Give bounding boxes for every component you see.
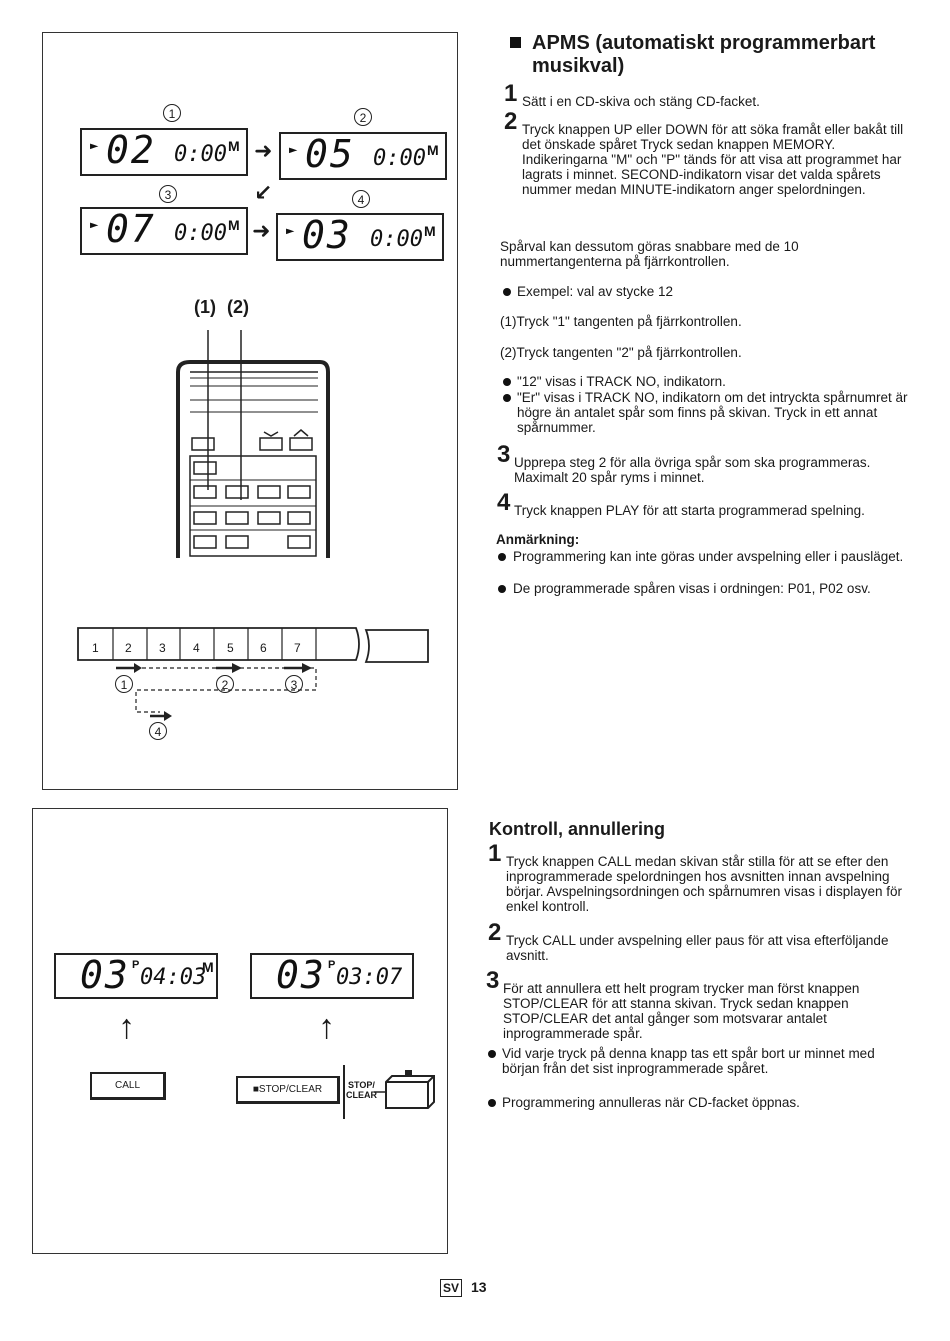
remote-label-2: (2) [227, 297, 249, 317]
apms-note: Spårval kan dessutom göras snabbare med de 10 nummertangenterna på fjärrkontrollen. [500, 239, 799, 269]
remote-control-illustration [170, 320, 340, 565]
lcd-flag: M [228, 138, 240, 154]
track-number: 2 [125, 641, 132, 655]
bullet-icon [498, 553, 506, 561]
play-indicator-icon: ► [90, 217, 99, 233]
marker-3: 3 [159, 185, 177, 203]
lcd-display-call [54, 953, 218, 999]
lcd-track: 03 [276, 953, 326, 997]
lcd-track: 07 [106, 207, 156, 251]
apms-step-3: Upprepa steg 2 för alla övriga spår som ska programmeras. Maximalt 20 spår ryms i minnet. [514, 455, 871, 485]
lcd-time: 0:00 [373, 146, 426, 171]
apms-heading: APMS (automatiskt programmerbart musikval) [532, 32, 876, 77]
lcd-flag: M [424, 223, 436, 239]
kontroll-step-3: För att annullera ett helt program trycker man först knappen STOP/CLEAR för att stanna skivan. Tryck sedan knappen STOP/CLEAR det antal gånger som motsvarar antalet inprogrammerade spår. [503, 981, 860, 1041]
right-arrow-icon: ➜ [252, 218, 271, 243]
remark-2: De programmerade spåren visas i ordningen: P01, P02 osv. [513, 581, 871, 596]
remote-label-1: (1) [194, 297, 216, 317]
language-badge: SV [440, 1279, 462, 1297]
bullet-icon [488, 1099, 496, 1107]
marker-2: 2 [354, 108, 372, 126]
remarks-title: Anmärkning: [496, 532, 580, 547]
apms-bullet-1: "12" visas i TRACK NO, indikatorn. [517, 374, 726, 389]
stop-label-bottom: CLEAR [346, 1090, 377, 1100]
track-number: 6 [260, 641, 267, 655]
call-button-label: CALL [114, 1080, 140, 1091]
up-arrow-icon: ↑ [118, 1008, 135, 1046]
lcd-memory-flag: M [202, 959, 214, 975]
lcd-track: 02 [106, 128, 156, 172]
stop-clear-button[interactable] [236, 1076, 340, 1104]
play-indicator-icon: ► [289, 142, 298, 158]
call-button[interactable] [90, 1072, 166, 1100]
lcd-display-3 [80, 207, 248, 255]
stop-clear-button-label: ■STOP/CLEAR [252, 1084, 323, 1095]
lcd-display-1 [80, 128, 248, 176]
step-number: 3 [486, 967, 500, 994]
kontroll-bullet-2: Programmering annulleras när CD-facket öppnas. [502, 1095, 800, 1110]
bullet-icon [503, 378, 511, 386]
stop-label-top: STOP/ [348, 1080, 375, 1090]
bottom-figure-frame [32, 808, 448, 1254]
apms-example-step-2: (2)Tryck tangenten "2" på fjärrkontrollen. [500, 345, 742, 360]
stop-clear-key-icon [372, 1066, 438, 1110]
heading-bullet-icon [510, 37, 521, 48]
strip-marker-4: 4 [149, 722, 167, 740]
lcd-display-stop [250, 953, 414, 999]
apms-step-4: Tryck knappen PLAY för att starta programmerad spelning. [514, 503, 865, 518]
play-indicator-icon: ► [90, 138, 99, 154]
lcd-time: 03:07 [336, 965, 403, 990]
bullet-icon [503, 394, 511, 402]
lcd-flag: M [427, 142, 439, 158]
marker-4: 4 [352, 190, 370, 208]
up-arrow-icon: ↑ [318, 1008, 335, 1046]
track-number: 1 [92, 641, 99, 655]
track-number: 3 [159, 641, 166, 655]
kontroll-step-1: Tryck knappen CALL medan skivan står stilla för att se efter den inprogrammerade spelordningen hos avsnitten innan avspelning börjar. Avspelningsordningen och spårnumren visas i displayen för enkel kontroll. [506, 854, 902, 914]
track-number: 4 [193, 641, 200, 655]
page-number: 13 [471, 1279, 487, 1295]
bullet-icon [503, 288, 511, 296]
track-number: 7 [294, 641, 301, 655]
step-number: 2 [488, 919, 502, 946]
lcd-display-2 [279, 132, 447, 180]
diagonal-arrow-icon: ↙ [254, 180, 273, 205]
play-indicator-icon: ► [286, 223, 295, 239]
right-arrow-icon: ➜ [254, 138, 273, 163]
apms-step-1: Sätt i en CD-skiva och stäng CD-facket. [522, 94, 760, 109]
lcd-track: 03 [80, 953, 130, 997]
bullet-icon [498, 585, 506, 593]
lcd-display-4 [276, 213, 444, 261]
apms-example: Exempel: val av stycke 12 [517, 284, 674, 299]
lcd-time: 0:00 [174, 221, 227, 246]
lcd-track: 03 [302, 213, 352, 257]
lcd-time: 0:00 [370, 227, 423, 252]
lcd-program-flag: P [328, 959, 336, 971]
kontroll-heading: Kontroll, annullering [489, 819, 665, 839]
lcd-track: 05 [305, 132, 355, 176]
step-number: 1 [504, 80, 518, 107]
divider-line [343, 1065, 345, 1119]
lcd-program-flag: P [132, 959, 140, 971]
apms-bullet-2: "Er" visas i TRACK NO, indikatorn om det intryckta spårnumret är högre än antalet spår som finns på skivan. Tryck in ett annat spårnummer. [517, 390, 908, 435]
bullet-icon [488, 1050, 496, 1058]
strip-marker-1: 1 [115, 675, 133, 693]
step-number: 4 [497, 489, 511, 516]
kontroll-step-2: Tryck CALL under avspelning eller paus för att visa efterföljande avsnitt. [506, 933, 889, 963]
apms-example-step-1: (1)Tryck "1" tangenten på fjärrkontrollen. [500, 314, 742, 329]
lcd-time: 04:03 [140, 965, 207, 990]
step-number: 1 [488, 840, 502, 867]
strip-marker-2: 2 [216, 675, 234, 693]
apms-step-2: Tryck knappen UP eller DOWN för att söka framåt eller bakåt till det önskade spåret Tryck sedan knappen MEMORY. Indikeringarna "M" och "P" tänds för att visa att programmet har lagrats i minnet. SECOND-indikatorn visar det valda spårets nummer medan MINUTE-indikatorn anger spelordningen. [522, 122, 904, 197]
track-number: 5 [227, 641, 234, 655]
step-number: 2 [504, 108, 518, 135]
remark-1: Programmering kan inte göras under avspelning eller i pausläget. [513, 549, 904, 564]
strip-marker-3: 3 [285, 675, 303, 693]
lcd-flag: M [228, 217, 240, 233]
marker-1: 1 [163, 104, 181, 122]
step-number: 3 [497, 441, 511, 468]
lcd-time: 0:00 [174, 142, 227, 167]
kontroll-bullet-1: Vid varje tryck på denna knapp tas ett spår bort ur minnet med början från det sist inprogrammerade spåret. [502, 1046, 875, 1076]
